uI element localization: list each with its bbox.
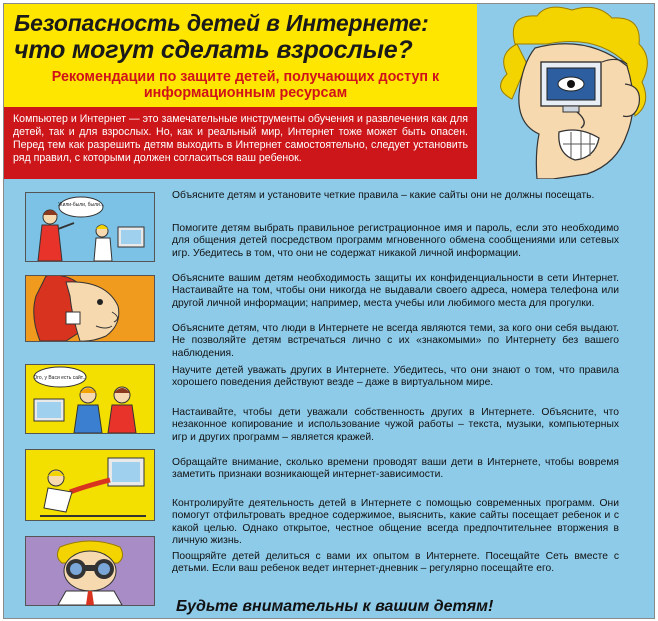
kids-at-computer-icon — [26, 365, 154, 433]
illustration-teacher — [25, 192, 155, 262]
speech-bubble-2: Ого, у Васи есть сайт... — [33, 375, 87, 381]
header — [4, 4, 477, 107]
tip-5: Научите детей уважать других в Интернете. Убедитесь, что они знают о том, что правила хорошего поведения действуют везде – даже в виртуальном мире. — [172, 365, 619, 389]
tip-4: Объясните детям, что люди в Интернете не всегда являются теми, за кого они себя выдают. Не позволяйте детям встречаться лично с их «знакомыми» по Интернету без вашего наблюдения. — [172, 323, 619, 359]
illustration-addiction — [25, 449, 155, 521]
subtitle: Рекомендации по защите детей, получающих доступ к информационным ресурсам — [51, 69, 440, 101]
tip-1: Объясните детям и установите четкие правила – какие сайты они не должны посещать. — [172, 190, 595, 201]
illustration-kids — [25, 364, 155, 434]
tip-6: Настаивайте, чтобы дети уважали собственность других в Интернете. Объясните, что незаконное копирование и использование чужой работы – текста, музыки, компьютерных игр и других программ – является кражей. — [172, 407, 619, 443]
tip-3: Объясните вашим детям необходимость защиты их конфиденциальности в сети Интернет. Настаивайте на том, чтобы они никогда не выдавали своего адреса, номера телефона или другой личной информации; например, места учебы или любимого места для прогулки. — [172, 273, 619, 309]
face-illustration — [477, 4, 654, 179]
child-pulled-by-computer-icon — [26, 450, 154, 520]
tip-8: Контролируйте деятельность детей в Интернете с помощью современных программ. Они помогут отфильтровать вредное содержимое, выяснить, какие сайты посещает ребенок и с какой целью. Однако открытое, честное общение всегда предпочтительнее вторжения в личную жизнь. — [172, 498, 619, 546]
intro-text: Компьютер и Интернет — это замечательные инструменты обучения и развлечения как для детей, так и для взрослых. Но, как и реальный мир, Интернет тоже может быть опасен. Перед тем как разрешить детям выходить в Интернет самостоятельно, следует установить ряд правил, с которыми должен согласиться ваш ребенок. — [13, 113, 468, 164]
tip-9: Поощряйте детей делиться с вами их опытом в Интернете. Посещайте Сеть вместе с детьми. Если ваш ребенок ведет интернет-дневник – регулярно посещайте его. — [172, 551, 619, 575]
teacher-and-child-icon — [26, 193, 154, 261]
tip-7: Обращайте внимание, сколько времени проводят ваши дети в Интернете, чтобы вовремя заметить признаки возникающей интернет-зависимости. — [172, 457, 619, 481]
man-with-binoculars-icon — [26, 537, 154, 605]
title-line-1: Безопасность детей в Интернете: — [14, 10, 429, 36]
main-content — [4, 179, 654, 618]
illustration-binoculars — [25, 536, 155, 606]
poster — [3, 3, 655, 619]
illustration-face — [25, 275, 155, 342]
footer-slogan: Будьте внимательны к вашим детям! — [176, 598, 494, 615]
face-with-monitor-icon — [477, 4, 654, 179]
tip-2: Помогите детям выбрать правильное регистрационное имя и пароль, если это необходимо для общения детей посредством программ мгновенного обмена сообщениями или сетевых игр. Убедитесь в том, что они не содержат никакой личной информации. — [172, 223, 619, 259]
profile-face-icon — [26, 276, 154, 341]
speech-bubble-1: Жили-были, были... — [57, 202, 105, 208]
intro-block — [4, 107, 477, 179]
title-line-2: что могут сделать взрослые? — [14, 36, 413, 64]
